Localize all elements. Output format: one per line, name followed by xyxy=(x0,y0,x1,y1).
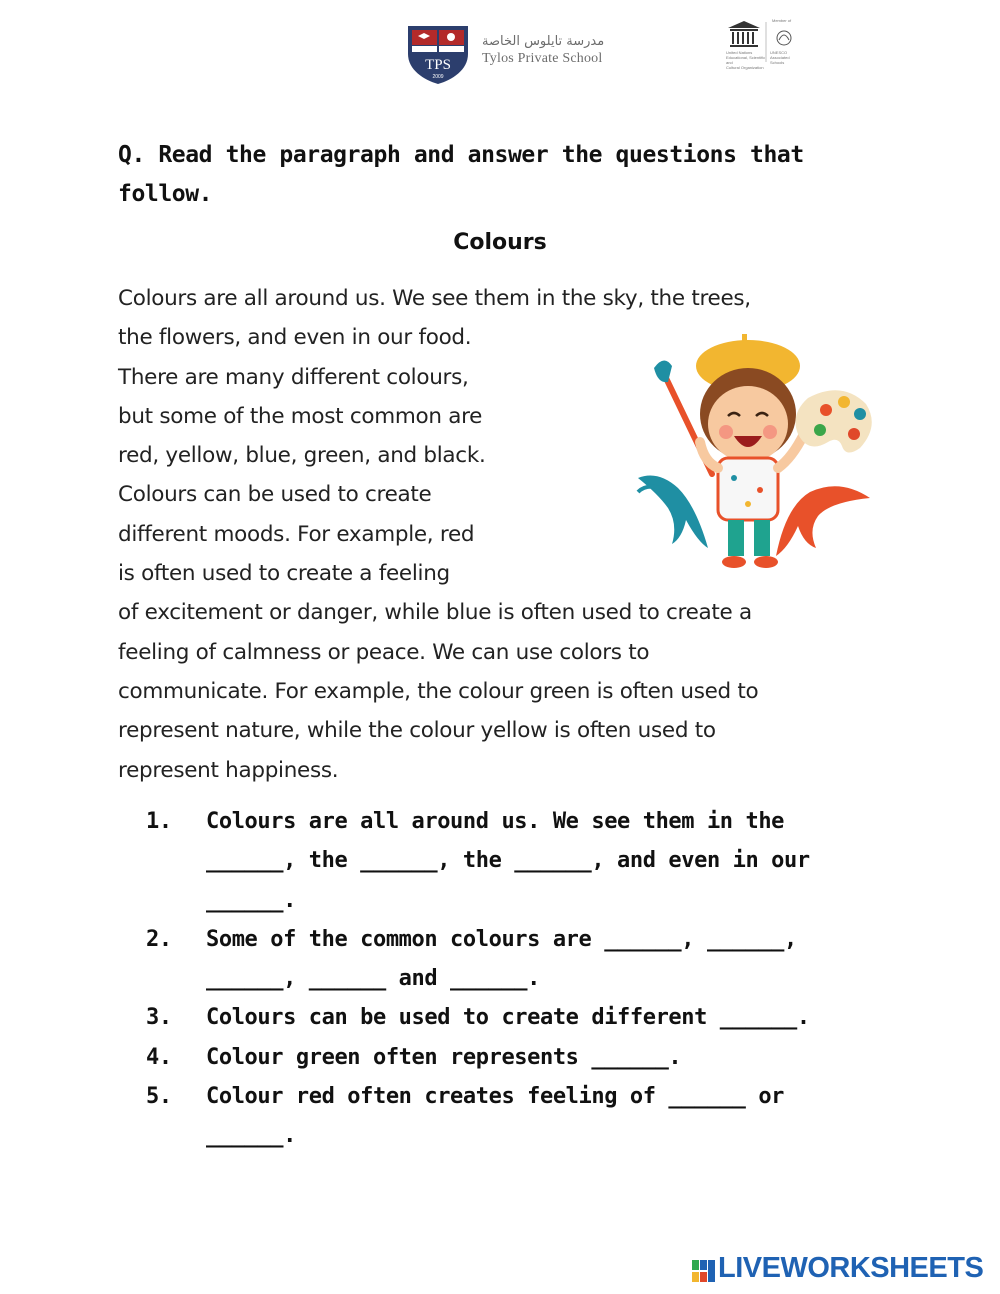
unesco-logo xyxy=(724,18,808,70)
passage-title: Colours xyxy=(453,230,547,255)
liveworksheets-icon xyxy=(692,1260,716,1282)
question-number: 3. xyxy=(146,1005,172,1031)
question-line: ______. xyxy=(206,887,296,913)
passage-line: Colours can be used to create xyxy=(118,482,432,508)
passage-line: of excitement or danger, while blue is often used to create a xyxy=(118,600,752,626)
passage-line: represent nature, while the colour yellow is often used to xyxy=(118,718,716,744)
question-line: ______. xyxy=(206,1123,296,1149)
question-line: Some of the common colours are ______, ______, xyxy=(206,926,797,952)
question-item xyxy=(146,920,906,999)
question-item xyxy=(146,1077,906,1156)
passage-line: Colours are all around us. We see them in the sky, the trees, xyxy=(118,286,751,311)
passage-line: red, yellow, blue, green, and black. xyxy=(118,443,486,469)
question-line: ______, ______ and ______. xyxy=(206,966,540,992)
crest-text: TPS xyxy=(425,57,451,73)
school-name xyxy=(482,34,632,68)
child-painter-illustration xyxy=(630,328,880,578)
school-name-english: Tylos Private School xyxy=(482,51,603,66)
crest-year: 2009 xyxy=(432,74,444,80)
unesco-org-text: United Nations Educational, Scientific and Cultural Organization xyxy=(726,50,766,70)
school-crest-logo xyxy=(404,24,472,86)
question-line: ______, the ______, the ______, and even in our xyxy=(206,848,810,874)
question-number: 2. xyxy=(146,926,172,952)
question-item xyxy=(146,802,906,920)
unesco-member-note: Member of xyxy=(772,18,792,23)
passage-line: different moods. For example, red xyxy=(118,521,475,547)
passage-line: feeling of calmness or peace. We can use colors to xyxy=(118,639,650,665)
passage-line: the flowers, and even in our food. xyxy=(118,325,472,351)
question-number: 1. xyxy=(146,809,172,834)
question-line: Colours can be used to create different ______. xyxy=(206,1005,810,1031)
school-header xyxy=(0,18,1000,90)
brand-name: LIVEWORKSHEETS xyxy=(718,1252,984,1284)
question-line: Colour green often represents ______. xyxy=(206,1044,682,1070)
question-number: 5. xyxy=(146,1084,172,1110)
question-line: Colours are all around us. We see them in the xyxy=(206,809,785,834)
question-heading xyxy=(118,136,878,214)
question-line: Colour red often creates feeling of ______ or xyxy=(206,1084,785,1110)
question-list xyxy=(146,802,906,1156)
question-item xyxy=(146,998,906,1037)
unesco-network-text: UNESCO Associated Schools xyxy=(770,50,790,65)
question-heading-line: follow. xyxy=(118,181,213,207)
passage-line: but some of the most common are xyxy=(118,403,483,429)
question-item xyxy=(146,1038,906,1077)
question-number: 4. xyxy=(146,1044,172,1070)
passage-line: There are many different colours, xyxy=(118,364,469,390)
school-name-arabic: مدرسة تايلوس الخاصة xyxy=(482,34,605,49)
question-heading-line: Q. Read the paragraph and answer the questions that xyxy=(118,142,804,168)
passage-line: represent happiness. xyxy=(118,757,339,783)
passage-line: communicate. For example, the colour green is often used to xyxy=(118,678,759,704)
passage-line: is often used to create a feeling xyxy=(118,561,450,587)
